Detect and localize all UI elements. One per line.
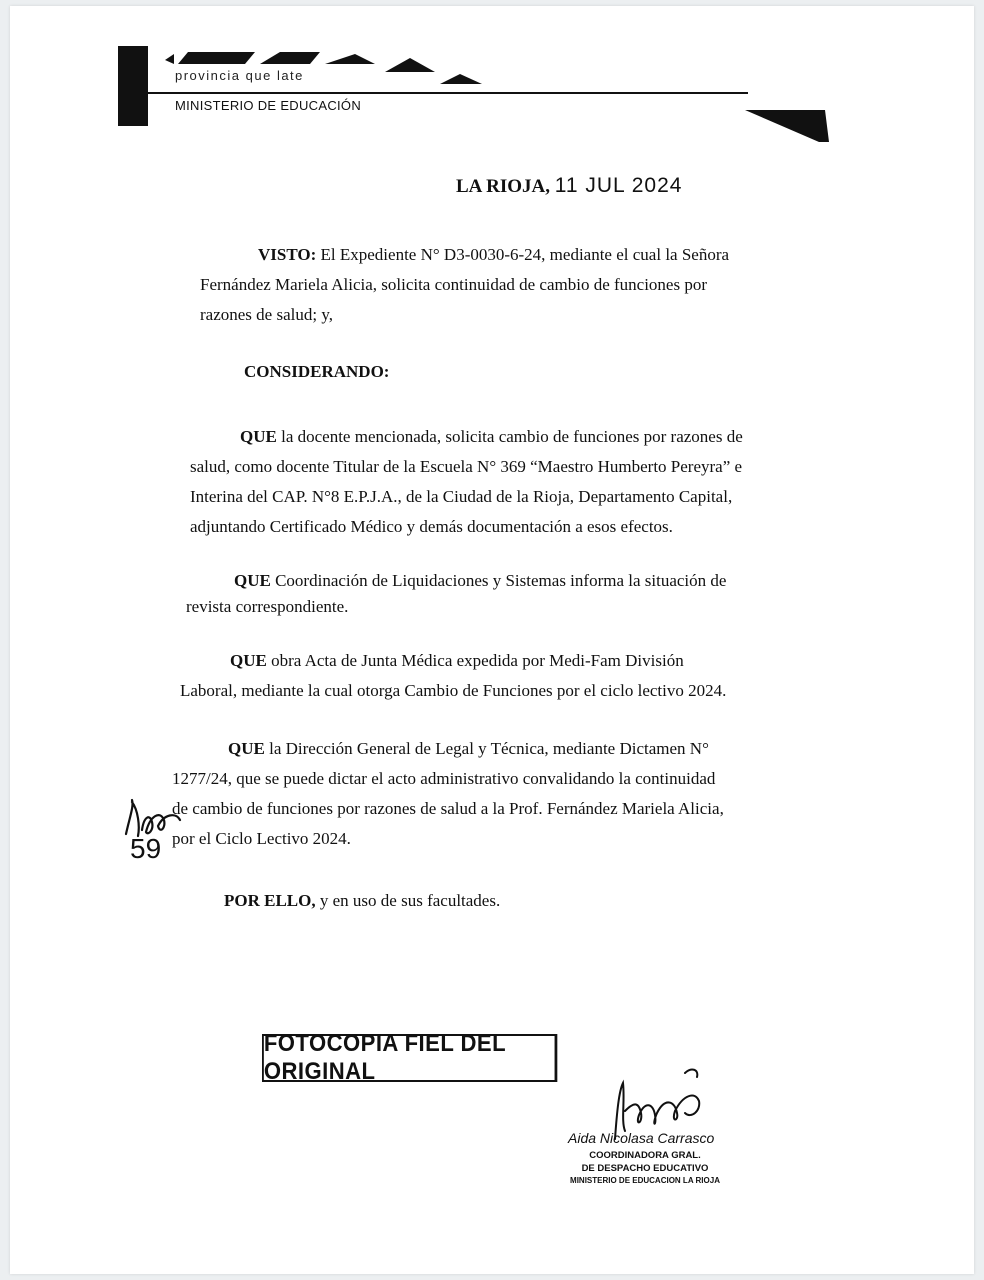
signatory-title-3: MINISTERIO DE EDUCACION LA RIOJA	[570, 1176, 720, 1185]
que1-line-2: salud, como docente Titular de la Escuela N° 369 “Maestro Humberto Pereyra” e	[190, 457, 743, 476]
letterhead-rule	[148, 92, 748, 94]
handwritten-signature-icon	[595, 1061, 735, 1141]
visto-line-2: Fernández Mariela Alicia, solicita continuidad de cambio de funciones por	[200, 275, 707, 294]
que3-line-2: Laboral, mediante la cual otorga Cambio de Funciones por el ciclo lectivo 2024.	[180, 681, 727, 700]
letterhead-ministry: MINISTERIO DE EDUCACIÓN	[175, 98, 362, 113]
visto-paragraph	[200, 240, 800, 330]
que-paragraph-1	[190, 422, 798, 542]
que4-line-1: la Dirección General de Legal y Técnica, mediante Dictamen N°	[269, 739, 709, 758]
visto-label: VISTO:	[258, 245, 317, 264]
folio-number: 59	[130, 833, 162, 864]
por-ello-label: POR ELLO,	[224, 891, 316, 910]
considerando-heading: CONSIDERANDO:	[244, 362, 390, 381]
por-ello-paragraph	[224, 886, 784, 916]
date-place: LA RIOJA,	[456, 176, 550, 197]
que4-line-3: de cambio de funciones por razones de salud a la Prof. Fernández Mariela Alicia,	[172, 799, 724, 818]
visto-line-1: El Expediente N° D3-0030-6-24, mediante el cual la Señora	[320, 245, 730, 264]
por-ello-text: y en uso de sus facultades.	[319, 891, 501, 910]
que-paragraph-3	[180, 646, 796, 706]
visto-line-3: razones de salud; y,	[200, 305, 333, 324]
letterhead-logo-bar	[118, 46, 148, 126]
signatory-name: Aida Nicolasa Carrasco	[568, 1130, 715, 1146]
que4-line-4: por el Ciclo Lectivo 2024.	[172, 829, 351, 848]
que-label-1: QUE	[240, 427, 277, 446]
que-label-2: QUE	[234, 571, 271, 590]
que2-line-1: Coordinación de Liquidaciones y Sistemas informa la situación de	[275, 571, 727, 590]
que1-line-3: Interina del CAP. N°8 E.P.J.A., de la Ciudad de la Rioja, Departamento Capital,	[190, 487, 733, 506]
que4-line-2: 1277/24, que se puede dictar el acto administrativo convalidando la continuidad	[172, 769, 716, 788]
copy-stamp: FOTOCOPIA FIEL DEL ORIGINAL	[262, 1034, 557, 1082]
que-label-3: QUE	[230, 651, 267, 670]
que1-line-1: la docente mencionada, solicita cambio de funciones por razones de	[281, 427, 743, 446]
letterhead-wedge-icon	[745, 104, 835, 146]
signatory-title-2: DE DESPACHO EDUCATIVO	[581, 1163, 709, 1174]
que-label-4: QUE	[228, 739, 265, 758]
date-line	[456, 174, 682, 198]
que-paragraph-4	[172, 734, 798, 854]
que1-line-4: adjuntando Certificado Médico y demás documentación a esos efectos.	[190, 517, 673, 536]
letterhead-tagline: provincia que late	[175, 68, 304, 83]
signatory-title-1: COORDINADORA GRAL.	[589, 1150, 701, 1161]
document-page	[10, 6, 974, 1274]
que3-line-1: obra Acta de Junta Médica expedida por Medi-Fam División	[271, 651, 684, 670]
date-stamp: 11 JUL 2024	[554, 174, 683, 197]
que2-line-2: revista correspondiente.	[186, 597, 349, 616]
que-paragraph-2	[186, 568, 798, 620]
